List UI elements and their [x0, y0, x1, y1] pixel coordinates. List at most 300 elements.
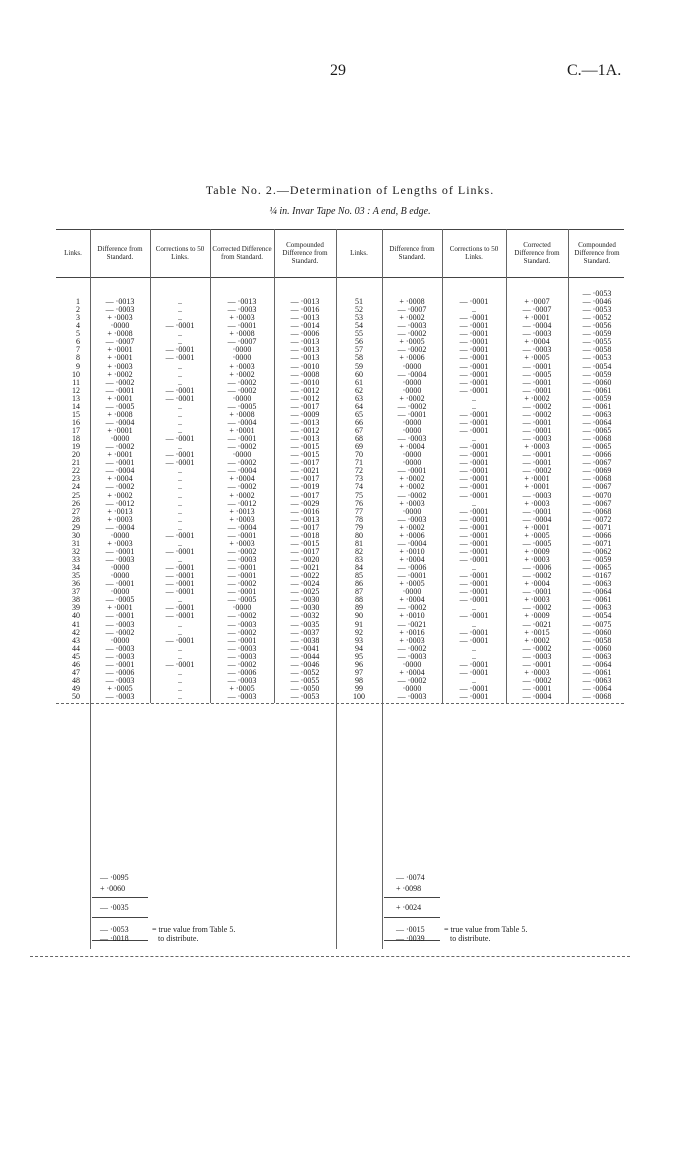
- right-corrected-column: [508, 298, 566, 701]
- column-rule: [442, 229, 443, 703]
- header-compounded: Compounded Difference from Standard.: [574, 241, 620, 265]
- table-cell: — ·0013: [105, 297, 135, 306]
- table-cell: — ·0015: [290, 442, 320, 452]
- table-cell: + ·0001: [107, 426, 133, 435]
- table-cell: ·0000: [232, 393, 252, 403]
- table-cell: 98: [355, 675, 363, 685]
- table-cell: ..: [178, 369, 182, 379]
- right-distribute: — ·0039: [396, 934, 425, 943]
- table-cell: — ·0029: [290, 498, 320, 508]
- column-rule: [336, 229, 337, 949]
- table-cell: — ·0055: [582, 337, 612, 347]
- table-cell: ·0000: [402, 426, 422, 435]
- table-cell: 91: [355, 619, 363, 629]
- table-cell: — ·0021: [290, 563, 320, 573]
- left-sum-positive: + ·0060: [100, 884, 126, 893]
- table-cell: + ·0016: [399, 627, 425, 637]
- table-cell: ..: [178, 667, 182, 677]
- table-cell: + ·0006: [399, 530, 425, 540]
- table-cell: + ·0003: [229, 514, 255, 524]
- table-cell: — ·0024: [290, 579, 320, 589]
- table-cell: ·0000: [402, 587, 422, 597]
- table-cell: — ·0003: [397, 692, 427, 702]
- table-cell: — ·0015: [290, 538, 320, 548]
- table-cell: ..: [178, 313, 182, 323]
- table-cell: + ·0001: [229, 426, 255, 435]
- table-cell: + ·0009: [524, 611, 550, 621]
- table-cell: — ·0020: [290, 555, 320, 564]
- table-cell: — ·0063: [582, 409, 612, 419]
- table-cell: — ·0065: [582, 426, 612, 435]
- table-cell: — ·0005: [105, 595, 135, 605]
- right-compounded-column: [570, 298, 624, 701]
- table-cell: — ·0001: [227, 587, 257, 597]
- table-cell: 85: [355, 571, 363, 581]
- right-net-rule: [384, 917, 440, 918]
- table-cell: ·0000: [232, 345, 252, 355]
- table-cell: — ·0017: [290, 546, 320, 556]
- table-cell: ..: [178, 305, 182, 315]
- table-cell: 69: [355, 442, 363, 452]
- table-cell: — ·0072: [582, 514, 612, 524]
- table-cell: — ·0001: [459, 426, 489, 435]
- table-cell: ·0000: [402, 377, 422, 387]
- table-cell: ·0000: [110, 321, 130, 331]
- table-cell: — ·0065: [582, 442, 612, 452]
- left-sum-negative: — ·0095: [100, 873, 129, 882]
- header-corrected: Corrected Difference from Standard.: [212, 245, 272, 261]
- table-cell: + ·0001: [107, 603, 133, 613]
- table-cell: + ·0008: [229, 329, 255, 339]
- table-cell: — ·0004: [105, 466, 135, 476]
- table-cell: — ·0019: [290, 482, 320, 492]
- table-cell: — ·0037: [290, 627, 320, 637]
- table-cell: ..: [178, 482, 182, 492]
- table-cell: + ·0004: [107, 474, 133, 484]
- table-cell: — ·0069: [582, 466, 612, 476]
- page-bottom-rule: [30, 956, 630, 957]
- table-cell: 18: [72, 434, 80, 444]
- table-cell: — ·0013: [290, 417, 320, 427]
- table-cell: — ·0003: [105, 305, 135, 315]
- table-cell: — ·0002: [522, 409, 552, 419]
- table-cell: — ·0001: [459, 692, 489, 702]
- table-cell: — ·0003: [105, 643, 135, 653]
- table-cell: 84: [355, 563, 363, 573]
- table-cell: — ·0046: [290, 659, 320, 669]
- table-top-rule: [56, 229, 624, 230]
- header-corrected: Corrected Difference from Standard.: [514, 241, 560, 265]
- table-cell: 63: [355, 393, 363, 403]
- table-cell: + ·0003: [107, 514, 133, 524]
- table-cell: — ·0063: [582, 675, 612, 685]
- table-cell: + ·0002: [524, 635, 550, 645]
- table-cell: 96: [355, 659, 363, 669]
- table-cell: — ·0070: [582, 490, 612, 500]
- table-cell: 86: [355, 579, 363, 589]
- table-cell: — ·0013: [290, 345, 320, 355]
- table-cell: — ·0062: [582, 546, 612, 556]
- table-cell: 21: [72, 458, 80, 468]
- table-cell: — ·0001: [105, 546, 135, 556]
- table-cell: 72: [355, 466, 363, 476]
- table-cell: — ·0003: [105, 619, 135, 629]
- table-cell: — ·0064: [582, 684, 612, 693]
- table-cell: — ·0001: [459, 514, 489, 524]
- table-cell: ..: [178, 692, 182, 702]
- table-cell: ..: [178, 361, 182, 371]
- table-cell: — ·0059: [582, 329, 612, 339]
- right-compounded-start: — ·0053: [582, 289, 612, 298]
- table-cell: — ·0002: [227, 659, 257, 669]
- table-cell: — ·0059: [582, 393, 612, 403]
- table-cell: + ·0002: [399, 522, 425, 532]
- table-cell: — ·0001: [397, 409, 427, 419]
- table-cell: — ·0009: [290, 409, 320, 419]
- table-cell: 28: [72, 514, 80, 524]
- table-cell: — ·0003: [522, 329, 552, 339]
- table-cell: ·0000: [402, 659, 422, 669]
- table-cell: — ·0001: [459, 635, 489, 645]
- table-cell: — ·0067: [582, 498, 612, 508]
- table-cell: — ·0032: [290, 611, 320, 621]
- table-cell: — ·0015: [290, 450, 320, 460]
- table-cell: — ·0002: [522, 643, 552, 653]
- table-cell: ..: [472, 498, 476, 508]
- table-cell: + ·0002: [399, 393, 425, 403]
- table-cell: — ·0002: [397, 329, 427, 339]
- table-cell: 79: [355, 522, 363, 532]
- table-cell: — ·0001: [227, 571, 257, 581]
- table-cell: — ·0167: [582, 571, 612, 581]
- table-cell: ..: [178, 377, 182, 387]
- header-links: Links.: [64, 249, 82, 257]
- table-cell: ·0000: [402, 417, 422, 427]
- table-cell: ·0000: [110, 571, 130, 581]
- table-cell: — ·0004: [522, 692, 552, 702]
- table-cell: — ·0001: [459, 409, 489, 419]
- table-title: Table No. 2.—Determination of Lengths of Links.: [205, 183, 495, 197]
- table-cell: 70: [355, 450, 363, 460]
- column-rule: [210, 229, 211, 703]
- table-cell: — ·0061: [582, 667, 612, 677]
- header-bottom-rule: [56, 277, 624, 278]
- table-cell: — ·0012: [105, 498, 135, 508]
- left-corrected-column: [212, 298, 272, 701]
- table-cell: — ·0002: [105, 442, 135, 452]
- table-cell: — ·0001: [459, 361, 489, 371]
- header-links: Links.: [350, 249, 368, 257]
- table-cell: — ·0002: [397, 401, 427, 411]
- table-cell: — ·0005: [105, 401, 135, 411]
- table-cell: — ·0060: [582, 627, 612, 637]
- table-cell: — ·0071: [582, 522, 612, 532]
- table-cell: — ·0010: [290, 377, 320, 387]
- table-cell: 32: [72, 546, 80, 556]
- table-cell: — ·0001: [522, 385, 552, 395]
- table-cell: — ·0052: [290, 667, 320, 677]
- table-cell: — ·0003: [227, 675, 257, 685]
- table-cell: — ·0001: [105, 579, 135, 589]
- header-corrections: Corrections to 50 Links.: [449, 245, 499, 261]
- table-cell: ·0000: [232, 353, 252, 363]
- table-cell: 34: [72, 563, 80, 573]
- table-cell: — ·0001: [459, 538, 489, 548]
- table-cell: — ·0003: [227, 305, 257, 315]
- table-cell: — ·0003: [522, 434, 552, 444]
- right-true-value: — ·0015: [396, 925, 425, 934]
- table-cell: + ·0003: [229, 361, 255, 371]
- table-cell: — ·0053: [582, 353, 612, 363]
- table-cell: — ·0013: [290, 313, 320, 323]
- table-cell: 4: [76, 321, 80, 331]
- table-cell: — ·0001: [165, 345, 195, 355]
- table-cell: + ·0003: [524, 667, 550, 677]
- table-cell: — ·0001: [105, 385, 135, 395]
- table-cell: ·0000: [232, 603, 252, 613]
- table-cell: — ·0016: [290, 305, 320, 315]
- table-cell: + ·0010: [399, 546, 425, 556]
- table-cell: 52: [355, 305, 363, 315]
- left-true-value-note: = true value from Table 5.: [152, 925, 236, 934]
- table-cell: + ·0008: [107, 329, 133, 339]
- table-cell: + ·0003: [524, 595, 550, 605]
- table-cell: — ·0068: [582, 434, 612, 444]
- table-cell: — ·0002: [522, 401, 552, 411]
- table-cell: — ·0004: [397, 538, 427, 548]
- table-cell: — ·0002: [227, 482, 257, 492]
- table-cell: — ·0059: [582, 369, 612, 379]
- table-cell: 74: [355, 482, 363, 492]
- table-cell: — ·0002: [397, 675, 427, 685]
- table-cell: 44: [72, 643, 80, 653]
- left-net: — ·0035: [100, 903, 129, 912]
- table-cell: — ·0066: [582, 450, 612, 460]
- table-cell: — ·0001: [165, 546, 195, 556]
- table-cell: ·0000: [110, 563, 130, 573]
- table-cell: — ·0055: [290, 675, 320, 685]
- table-cell: — ·0013: [290, 337, 320, 347]
- table-cell: 19: [72, 442, 80, 452]
- table-cell: — ·0001: [522, 587, 552, 597]
- table-cell: — ·0001: [459, 684, 489, 693]
- table-cell: — ·0038: [290, 635, 320, 645]
- table-cell: — ·0003: [227, 643, 257, 653]
- table-cell: — ·0001: [522, 426, 552, 435]
- table-cell: — ·0030: [290, 595, 320, 605]
- table-cell: 33: [72, 555, 80, 564]
- table-cell: + ·0001: [107, 450, 133, 460]
- table-cell: 48: [72, 675, 80, 685]
- column-rule: [274, 229, 275, 703]
- table-cell: 93: [355, 635, 363, 645]
- table-cell: 12: [72, 385, 80, 395]
- table-cell: + ·0003: [229, 313, 255, 323]
- table-cell: — ·0001: [165, 530, 195, 540]
- table-cell: — ·0002: [105, 627, 135, 637]
- table-cell: 27: [72, 506, 80, 516]
- table-cell: ..: [472, 434, 476, 444]
- table-cell: — ·0002: [397, 490, 427, 500]
- table-cell: — ·0002: [522, 675, 552, 685]
- table-cell: ..: [178, 506, 182, 516]
- table-cell: — ·0006: [522, 563, 552, 573]
- table-cell: — ·0001: [165, 450, 195, 460]
- right-distribute-note: to distribute.: [450, 934, 491, 943]
- table-cell: + ·0005: [229, 684, 255, 693]
- table-cell: — ·0001: [459, 490, 489, 500]
- table-cell: 61: [355, 377, 363, 387]
- table-cell: — ·0001: [459, 458, 489, 468]
- table-cell: 58: [355, 353, 363, 363]
- table-cell: — ·0006: [397, 563, 427, 573]
- table-cell: ..: [178, 498, 182, 508]
- table-cell: + ·0008: [399, 297, 425, 306]
- table-cell: 92: [355, 627, 363, 637]
- table-cell: — ·0001: [165, 434, 195, 444]
- table-cell: 50: [72, 692, 80, 702]
- right-net: + ·0024: [396, 903, 422, 912]
- table-cell: — ·0001: [397, 571, 427, 581]
- table-cell: — ·0059: [582, 555, 612, 564]
- table-cell: — ·0001: [165, 603, 195, 613]
- table-cell: — ·0001: [459, 474, 489, 484]
- table-cell: 1: [76, 297, 80, 306]
- column-rule: [382, 229, 383, 949]
- table-cell: 35: [72, 571, 80, 581]
- table-cell: — ·0001: [459, 385, 489, 395]
- table-cell: — ·0017: [290, 522, 320, 532]
- table-cell: + ·0008: [107, 409, 133, 419]
- table-cell: — ·0002: [227, 458, 257, 468]
- table-cell: — ·0001: [459, 611, 489, 621]
- table-cell: — ·0001: [459, 417, 489, 427]
- table-cell: 7: [76, 345, 80, 355]
- table-cell: — ·0021: [522, 619, 552, 629]
- table-cell: — ·0001: [165, 579, 195, 589]
- table-cell: + ·0001: [107, 345, 133, 355]
- table-cell: 14: [72, 401, 80, 411]
- table-cell: 81: [355, 538, 363, 548]
- page-number: 29: [330, 62, 346, 79]
- table-cell: — ·0012: [290, 393, 320, 403]
- table-cell: ..: [178, 675, 182, 685]
- table-cell: 65: [355, 409, 363, 419]
- table-cell: — ·0002: [522, 466, 552, 476]
- page-reference: C.—1A.: [567, 62, 622, 79]
- table-cell: ..: [178, 401, 182, 411]
- table-cell: — ·0001: [522, 458, 552, 468]
- table-cell: 11: [72, 377, 80, 387]
- table-cell: 29: [72, 522, 80, 532]
- table-cell: 6: [76, 337, 80, 347]
- table-cell: 66: [355, 417, 363, 427]
- table-cell: — ·0001: [459, 337, 489, 347]
- table-cell: — ·0003: [227, 651, 257, 661]
- table-cell: + ·0001: [524, 522, 550, 532]
- table-cell: + ·0001: [107, 353, 133, 363]
- table-cell: — ·0021: [397, 619, 427, 629]
- table-cell: 25: [72, 490, 80, 500]
- table-cell: — ·0012: [290, 426, 320, 435]
- table-cell: 24: [72, 482, 80, 492]
- table-cell: — ·0017: [290, 474, 320, 484]
- table-cell: 71: [355, 458, 363, 468]
- table-cell: — ·0001: [459, 450, 489, 460]
- table-cell: — ·0001: [459, 369, 489, 379]
- table-cell: ..: [178, 514, 182, 524]
- table-cell: 82: [355, 546, 363, 556]
- table-cell: ·0000: [402, 361, 422, 371]
- table-cell: — ·0003: [397, 651, 427, 661]
- table-cell: — ·0004: [522, 321, 552, 331]
- table-cell: — ·0058: [582, 635, 612, 645]
- table-cell: — ·0056: [582, 321, 612, 331]
- table-cell: 57: [355, 345, 363, 355]
- table-cell: — ·0067: [582, 482, 612, 492]
- table-cell: — ·0001: [459, 522, 489, 532]
- right-sum-rule: [384, 897, 440, 898]
- table-cell: 40: [72, 611, 80, 621]
- table-cell: — ·0044: [290, 651, 320, 661]
- table-cell: ·0000: [232, 450, 252, 460]
- table-cell: 23: [72, 474, 80, 484]
- table-cell: — ·0001: [227, 321, 257, 331]
- table-cell: + ·0009: [524, 546, 550, 556]
- table-cell: ..: [178, 595, 182, 605]
- table-cell: ..: [178, 442, 182, 452]
- table-cell: 38: [72, 595, 80, 605]
- table-cell: ..: [472, 643, 476, 653]
- table-cell: — ·0002: [227, 579, 257, 589]
- table-cell: ..: [178, 297, 182, 306]
- header-difference: Difference from Standard.: [389, 245, 435, 261]
- table-cell: — ·0003: [397, 514, 427, 524]
- left-links-column: [56, 298, 80, 701]
- table-cell: — ·0001: [165, 385, 195, 395]
- table-cell: — ·0002: [105, 377, 135, 387]
- table-cell: + ·0003: [107, 361, 133, 371]
- table-cell: 90: [355, 611, 363, 621]
- left-distribute-note: to distribute.: [158, 934, 199, 943]
- table-cell: — ·0001: [227, 635, 257, 645]
- table-cell: — ·0001: [165, 635, 195, 645]
- table-cell: — ·0013: [227, 297, 257, 306]
- table-cell: — ·0012: [290, 385, 320, 395]
- table-cell: — ·0003: [397, 321, 427, 331]
- table-cell: ..: [178, 627, 182, 637]
- table-cell: ..: [178, 619, 182, 629]
- table-cell: + ·0003: [107, 538, 133, 548]
- table-cell: + ·0013: [107, 506, 133, 516]
- table-cell: + ·0002: [399, 482, 425, 492]
- table-cell: — ·0001: [459, 353, 489, 363]
- table-cell: — ·0003: [227, 555, 257, 564]
- table-cell: — ·0001: [227, 530, 257, 540]
- table-cell: ..: [472, 651, 476, 661]
- table-cell: ..: [178, 538, 182, 548]
- column-rule: [568, 229, 569, 703]
- table-cell: — ·0063: [582, 579, 612, 589]
- table-cell: — ·0001: [227, 434, 257, 444]
- table-cell: + ·0007: [524, 297, 550, 306]
- table-cell: ·0000: [110, 635, 130, 645]
- table-cell: — ·0063: [582, 651, 612, 661]
- table-cell: — ·0058: [582, 345, 612, 355]
- table-cell: ..: [178, 643, 182, 653]
- table-cell: 87: [355, 587, 363, 597]
- left-compounded-column: [276, 298, 334, 701]
